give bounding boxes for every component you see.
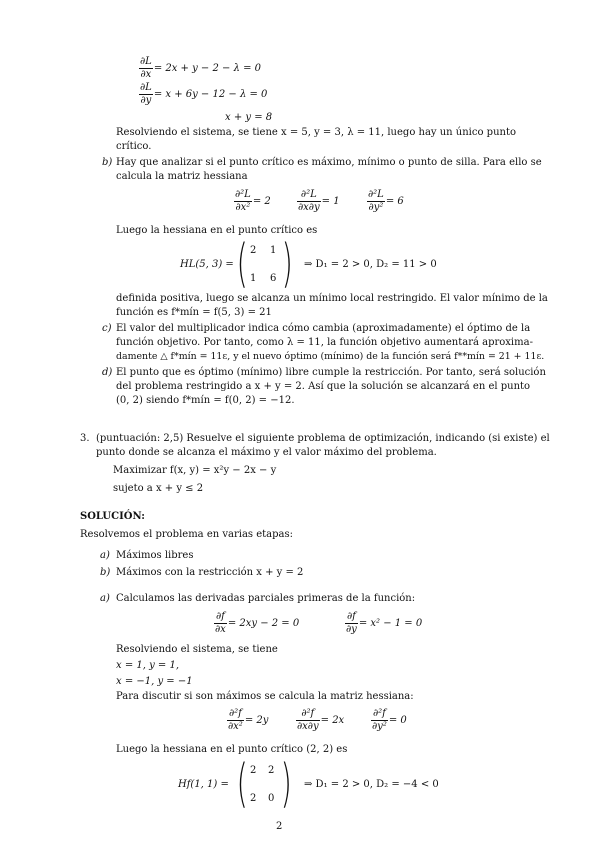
hessian-label-2: Hf(1, 1) = bbox=[178, 779, 229, 790]
second-deriv-xx: $\frac{\text{∂²L}}{\text{∂x²}}$ = 2 bbox=[235, 189, 271, 213]
matrix-cell: 2 bbox=[250, 245, 257, 256]
matrix-cell: 1 bbox=[270, 245, 277, 256]
solve-text-2: crítico. bbox=[116, 141, 152, 152]
lagrange-eq-y: $\frac{\partial L}{\partial y}$ = x + 6y − 12 − λ = 0 bbox=[140, 82, 268, 106]
page-number: 2 bbox=[276, 821, 283, 832]
solution-point-2: x = −1, y = −1 bbox=[116, 676, 193, 687]
matrix-left-paren: ( bbox=[236, 754, 248, 814]
matrix-cell: 2 bbox=[250, 765, 257, 776]
c-text-3: damente △ f*mín = 11ε, y el nuevo óptimo (mínimo) de la función será f**mín = 21 + 11ε. bbox=[116, 351, 545, 362]
second-deriv-fyy: $\frac{\text{∂²f}}{\text{∂y²}}$ = 0 bbox=[372, 708, 407, 732]
objective-function: Maximizar f(x, y) = x²y − 2x − y bbox=[113, 465, 277, 476]
lagrange-eq-x: $\frac{\partial L}{\partial x}$ = 2x + y − 2 − λ = 0 bbox=[140, 56, 262, 80]
matrix-cell: 2 bbox=[250, 793, 257, 804]
c-text-2: función objetivo. Por tanto, como λ = 11, la función objetivo aumentará aproxima- bbox=[116, 337, 533, 348]
b-text-2: calcula la matriz hessiana bbox=[116, 171, 248, 182]
hessian-intro: Luego la hessiana en el punto crítico es bbox=[116, 225, 318, 236]
solve-system-text: Resolviendo el sistema, se tiene bbox=[116, 644, 278, 655]
matrix-cell: 2 bbox=[268, 765, 275, 776]
hessian-label: HL(5, 3) = bbox=[180, 259, 234, 270]
stage-a-text: Máximos libres bbox=[116, 550, 194, 561]
first-deriv-y: $\frac{\partial f}{\partial y}$ = x² − 1 = 0 bbox=[346, 611, 423, 635]
matrix-cell: 1 bbox=[250, 273, 257, 284]
second-deriv-xy: $\frac{\text{∂²L}}{\partial x\partial y}$ = 1 bbox=[298, 189, 340, 213]
solve-text-1: Resolviendo el sistema, se tiene x = 5, y = 3, λ = 11, luego hay un único punto bbox=[116, 127, 517, 138]
stage-marker-a: a) bbox=[100, 550, 110, 561]
item-marker-c: c) bbox=[102, 323, 112, 334]
b-text-1: Hay que analizar si el punto crítico es máximo, mínimo o punto de silla. Para ello se bbox=[116, 157, 542, 168]
problem-number: 3. bbox=[80, 433, 90, 444]
stage-b-text: Máximos con la restricción x + y = 2 bbox=[116, 567, 304, 578]
matrix-cell: 0 bbox=[268, 793, 275, 804]
solution-point-1: x = 1, y = 1, bbox=[116, 660, 180, 671]
hessian-result-2: ⇒ D₁ = 2 > 0, D₂ = −4 < 0 bbox=[304, 779, 439, 790]
definite-text-2: función es f*mín = f(5, 3) = 21 bbox=[116, 307, 272, 318]
stage-marker-b: b) bbox=[100, 567, 111, 578]
stages-intro: Resolvemos el problema en varias etapas: bbox=[80, 529, 293, 540]
item-marker-d: d) bbox=[102, 367, 113, 378]
constraint: sujeto a x + y ≤ 2 bbox=[113, 483, 204, 494]
second-deriv-fxx: $\frac{\text{∂²f}}{\text{∂x²}}$ = 2y bbox=[228, 708, 269, 732]
constraint-eq: x + y = 8 bbox=[225, 112, 273, 123]
problem-text-2: punto donde se alcanza el máximo y el valor máximo del problema. bbox=[96, 447, 437, 458]
second-deriv-fxy: $\frac{\text{∂²f}}{\partial x\partial y}$ = 2x bbox=[297, 708, 345, 732]
problem-text-1: (puntuación: 2,5) Resuelve el siguiente problema de optimización, indicando (si existe) el bbox=[96, 433, 550, 444]
matrix-left-paren: ( bbox=[236, 234, 248, 294]
solution-heading: SOLUCIÓN: bbox=[80, 511, 145, 522]
matrix-cell: 6 bbox=[270, 273, 277, 284]
c-text-1: El valor del multiplicador indica cómo cambia (aproximadamente) el óptimo de la bbox=[116, 323, 531, 334]
part-marker-a: a) bbox=[100, 593, 110, 604]
d-text-2: del problema restringido a x + y = 2. Así que la solución se alcanzará en el punto bbox=[116, 381, 531, 392]
d-text-3: (0, 2) siendo f*mín = f(0, 2) = −12. bbox=[116, 395, 295, 406]
matrix-right-paren: ) bbox=[280, 754, 292, 814]
definite-text-1: definida positiva, luego se alcanza un mínimo local restringido. El valor mínimo de la bbox=[116, 293, 548, 304]
first-deriv-x: $\frac{\partial f}{\partial x}$ = 2xy − 2 = 0 bbox=[215, 611, 300, 635]
second-deriv-yy: $\frac{\text{∂²L}}{\text{∂y²}}$ = 6 bbox=[368, 189, 404, 213]
d-text-1: El punto que es óptimo (mínimo) libre cumple la restricción. Por tanto, será solución bbox=[116, 367, 546, 378]
hessian-intro-2: Luego la hessiana en el punto crítico (2, 2) es bbox=[116, 744, 348, 755]
discuss-text: Para discutir si son máximos se calcula la matriz hessiana: bbox=[116, 691, 414, 702]
item-marker-b: b) bbox=[102, 157, 113, 168]
part-a-text: Calculamos las derivadas parciales primeras de la función: bbox=[116, 593, 416, 604]
matrix-right-paren: ) bbox=[281, 234, 293, 294]
hessian-result: ⇒ D₁ = 2 > 0, D₂ = 11 > 0 bbox=[304, 259, 437, 270]
